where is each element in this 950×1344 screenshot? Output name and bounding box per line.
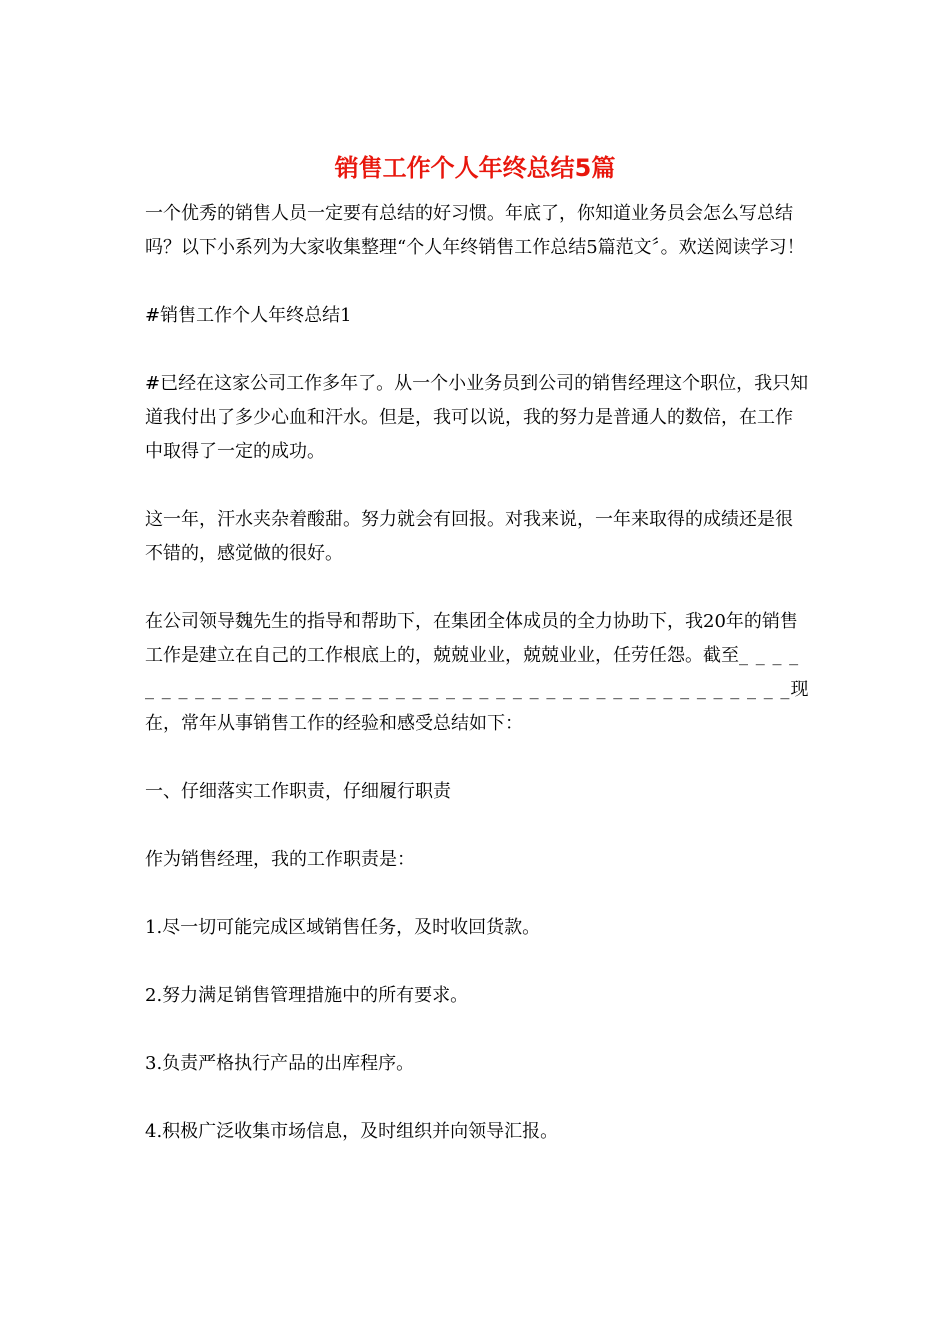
document-body [145, 197, 810, 1183]
paragraph-4 [145, 605, 810, 741]
paragraph-intro: 一个优秀的销售人员一定要有总结的好习惯。年底了，你知道业务员会怎么写总结吗？以下小系列为大家收集整理“个人年终销售工作总结5篇范文〞。欢送阅读学习！ [145, 203, 805, 258]
paragraph-4-text-before: 在公司领导魏先生的指导和帮助下，在集团全体成员的全力协助下，我20年的销售工作是建立在自己的工作根底上的，兢兢业业，兢兢业业，任劳任怨。截至 [145, 611, 798, 666]
paragraph-4-text-after: 现在，常年从事销售工作的经验和感受总结如下： [145, 679, 809, 734]
list-item: 4.积极广泛收集市场信息，及时组织并向领导汇报。 [145, 1121, 559, 1142]
list-item: 3.负责严格执行产品的出库程序。 [145, 1053, 415, 1074]
section-heading: 一、仔细落实工作职责，仔细履行职责 [145, 781, 451, 802]
list-item: 1.尽一切可能完成区域销售任务，及时收回货款。 [145, 917, 541, 938]
list-item: 2.努力满足销售管理措施中的所有要求。 [145, 985, 469, 1006]
fill-in-blank: _ _ _ _ _ _ _ _ _ _ _ _ _ _ _ _ _ _ _ _ _ _ _ _ _ _ _ _ _ _ _ _ _ _ _ _ _ _ _ _ _ _ _ [145, 645, 800, 700]
paragraph-2: #已经在这家公司工作多年了。从一个小业务员到公司的销售经理这个职位，我只知道我付出了多少心血和汗水。但是，我可以说，我的努力是普通人的数倍，在工作中取得了一定的成功。 [145, 373, 809, 462]
paragraph-heading-1: #销售工作个人年终总结1 [145, 305, 352, 326]
paragraph-3: 这一年，汗水夹杂着酸甜。努力就会有回报。对我来说，一年来取得的成绩还是很不错的，感觉做的很好。 [145, 509, 793, 564]
intro-line: 作为销售经理，我的工作职责是： [145, 849, 415, 870]
document-title: 销售工作个人年终总结5篇 [334, 154, 616, 182]
